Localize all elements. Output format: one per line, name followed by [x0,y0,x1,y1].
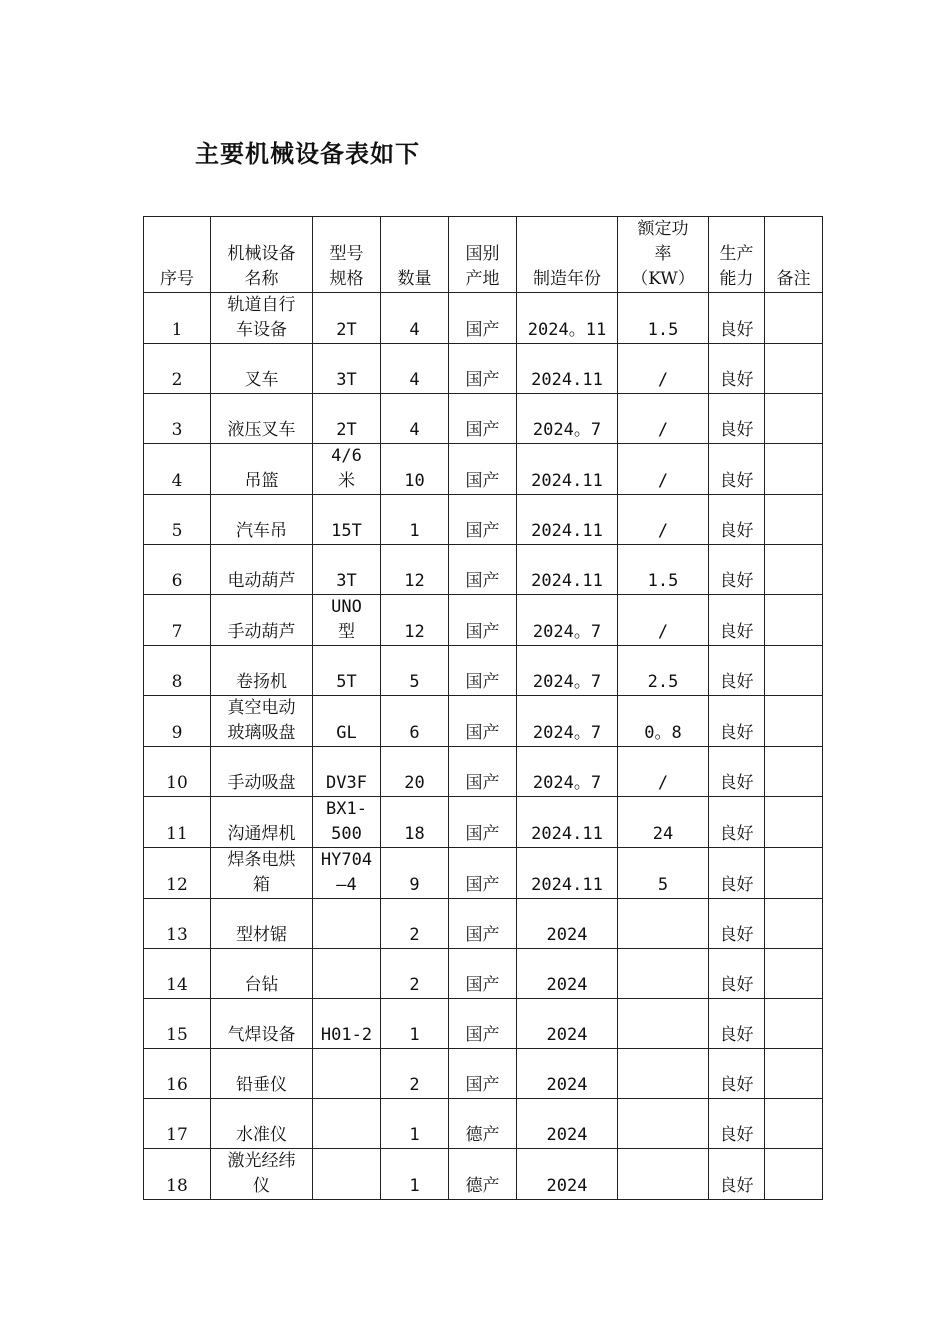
cell-year: 2024 [517,1049,618,1099]
cell-remark [765,949,823,999]
cell-remark [765,1099,823,1149]
cell-remark [765,848,823,899]
cell-power: 1.5 [618,545,709,595]
cell-name: 手动葫芦 [211,595,313,646]
cell-remark [765,696,823,747]
table-row [144,595,823,646]
cell-name: 台钻 [211,949,313,999]
table-header-row [144,217,823,293]
cell-model: HY704 —4 [313,848,381,899]
cell-remark [765,999,823,1049]
cell-capacity: 良好 [709,899,765,949]
cell-remark [765,545,823,595]
cell-remark [765,293,823,344]
cell-year: 2024.11 [517,848,618,899]
cell-qty: 10 [381,444,449,495]
cell-year: 2024。7 [517,646,618,696]
cell-model: 5T [313,646,381,696]
equipment-table [143,216,823,1200]
cell-power: / [618,344,709,394]
cell-name: 吊篮 [211,444,313,495]
header-origin: 国别 产地 [449,217,517,293]
cell-power [618,899,709,949]
cell-model: 3T [313,344,381,394]
cell-year: 2024.11 [517,495,618,545]
cell-name: 轨道自行 车设备 [211,293,313,344]
cell-model: H01-2 [313,999,381,1049]
cell-year: 2024 [517,1149,618,1200]
cell-qty: 4 [381,344,449,394]
cell-qty: 9 [381,848,449,899]
cell-origin: 国产 [449,747,517,797]
cell-year: 2024.11 [517,344,618,394]
page-title: 主要机械设备表如下 [195,140,420,168]
cell-capacity: 良好 [709,495,765,545]
cell-qty: 12 [381,545,449,595]
cell-origin: 国产 [449,394,517,444]
cell-origin: 国产 [449,293,517,344]
cell-origin: 国产 [449,595,517,646]
cell-power: 5 [618,848,709,899]
cell-year: 2024。7 [517,595,618,646]
cell-power: / [618,495,709,545]
cell-power [618,1149,709,1200]
table-row [144,1099,823,1149]
cell-power [618,949,709,999]
cell-power: / [618,394,709,444]
cell-no: 16 [144,1049,211,1099]
cell-no: 2 [144,344,211,394]
cell-no: 14 [144,949,211,999]
cell-qty: 1 [381,1149,449,1200]
cell-name: 沟通焊机 [211,797,313,848]
cell-model [313,949,381,999]
table-row [144,646,823,696]
cell-name: 型材锯 [211,899,313,949]
cell-power: 0。8 [618,696,709,747]
cell-remark [765,1049,823,1099]
cell-origin: 国产 [449,344,517,394]
cell-remark [765,394,823,444]
cell-origin: 国产 [449,495,517,545]
cell-model: 15T [313,495,381,545]
header-no: 序号 [144,217,211,293]
cell-capacity: 良好 [709,1149,765,1200]
cell-qty: 1 [381,1099,449,1149]
cell-qty: 6 [381,696,449,747]
cell-no: 11 [144,797,211,848]
table-row [144,293,823,344]
cell-year: 2024 [517,1099,618,1149]
cell-qty: 1 [381,999,449,1049]
cell-capacity: 良好 [709,444,765,495]
table-row [144,949,823,999]
cell-name: 汽车吊 [211,495,313,545]
cell-remark [765,747,823,797]
cell-remark [765,344,823,394]
cell-name: 液压叉车 [211,394,313,444]
cell-capacity: 良好 [709,696,765,747]
cell-model: 4/6 米 [313,444,381,495]
table-row [144,444,823,495]
cell-no: 17 [144,1099,211,1149]
cell-capacity: 良好 [709,949,765,999]
cell-name: 气焊设备 [211,999,313,1049]
cell-name: 铅垂仪 [211,1049,313,1099]
cell-qty: 4 [381,293,449,344]
table-row [144,545,823,595]
cell-power: 24 [618,797,709,848]
cell-year: 2024 [517,999,618,1049]
cell-remark [765,595,823,646]
cell-qty: 4 [381,394,449,444]
cell-year: 2024。11 [517,293,618,344]
cell-year: 2024。7 [517,696,618,747]
cell-origin: 国产 [449,545,517,595]
cell-origin: 国产 [449,1049,517,1099]
cell-model: 3T [313,545,381,595]
cell-name: 叉车 [211,344,313,394]
header-name: 机械设备 名称 [211,217,313,293]
cell-model: DV3F [313,747,381,797]
cell-capacity: 良好 [709,545,765,595]
cell-power: / [618,595,709,646]
cell-model [313,1099,381,1149]
cell-qty: 18 [381,797,449,848]
cell-origin: 国产 [449,696,517,747]
cell-name: 电动葫芦 [211,545,313,595]
cell-capacity: 良好 [709,848,765,899]
cell-remark [765,646,823,696]
cell-origin: 国产 [449,444,517,495]
cell-qty: 2 [381,1049,449,1099]
cell-capacity: 良好 [709,293,765,344]
cell-name: 激光经纬 仪 [211,1149,313,1200]
cell-no: 3 [144,394,211,444]
cell-model: GL [313,696,381,747]
cell-capacity: 良好 [709,999,765,1049]
table-row [144,696,823,747]
cell-year: 2024。7 [517,394,618,444]
cell-year: 2024 [517,899,618,949]
cell-no: 9 [144,696,211,747]
cell-power: 2.5 [618,646,709,696]
cell-model: 2T [313,293,381,344]
cell-year: 2024.11 [517,444,618,495]
header-qty: 数量 [381,217,449,293]
cell-no: 7 [144,595,211,646]
cell-qty: 2 [381,949,449,999]
table-body [144,293,823,1200]
cell-year: 2024。7 [517,747,618,797]
cell-origin: 国产 [449,646,517,696]
table-row [144,1149,823,1200]
cell-capacity: 良好 [709,1099,765,1149]
cell-qty: 1 [381,495,449,545]
cell-year: 2024 [517,949,618,999]
header-model: 型号 规格 [313,217,381,293]
table-row [144,747,823,797]
cell-qty: 20 [381,747,449,797]
cell-no: 12 [144,848,211,899]
cell-power [618,1099,709,1149]
cell-model [313,899,381,949]
cell-name: 真空电动 玻璃吸盘 [211,696,313,747]
cell-capacity: 良好 [709,797,765,848]
cell-no: 4 [144,444,211,495]
cell-no: 18 [144,1149,211,1200]
header-power: 额定功 率 （KW） [618,217,709,293]
header-capacity: 生产 能力 [709,217,765,293]
header-year: 制造年份 [517,217,618,293]
cell-capacity: 良好 [709,747,765,797]
cell-capacity: 良好 [709,595,765,646]
cell-name: 焊条电烘 箱 [211,848,313,899]
cell-power [618,999,709,1049]
cell-power: / [618,747,709,797]
cell-year: 2024.11 [517,545,618,595]
table-row [144,1049,823,1099]
cell-remark [765,444,823,495]
cell-power: 1.5 [618,293,709,344]
cell-qty: 12 [381,595,449,646]
cell-year: 2024.11 [517,797,618,848]
table-row [144,848,823,899]
table-row [144,899,823,949]
table-row [144,394,823,444]
cell-model: 2T [313,394,381,444]
cell-power [618,1049,709,1099]
table-row [144,999,823,1049]
cell-qty: 5 [381,646,449,696]
table-row [144,797,823,848]
cell-model: BX1- 500 [313,797,381,848]
cell-no: 13 [144,899,211,949]
table-row [144,495,823,545]
cell-remark [765,1149,823,1200]
cell-model [313,1149,381,1200]
cell-origin: 国产 [449,999,517,1049]
cell-model: UNO 型 [313,595,381,646]
cell-capacity: 良好 [709,646,765,696]
cell-capacity: 良好 [709,1049,765,1099]
cell-remark [765,797,823,848]
header-remark: 备注 [765,217,823,293]
table-row [144,344,823,394]
cell-origin: 国产 [449,949,517,999]
cell-model [313,1049,381,1099]
cell-name: 水准仪 [211,1099,313,1149]
cell-no: 8 [144,646,211,696]
cell-name: 手动吸盘 [211,747,313,797]
cell-capacity: 良好 [709,344,765,394]
cell-remark [765,495,823,545]
cell-no: 5 [144,495,211,545]
cell-origin: 国产 [449,899,517,949]
cell-origin: 德产 [449,1149,517,1200]
cell-name: 卷扬机 [211,646,313,696]
cell-origin: 德产 [449,1099,517,1149]
cell-origin: 国产 [449,848,517,899]
cell-origin: 国产 [449,797,517,848]
cell-no: 1 [144,293,211,344]
cell-qty: 2 [381,899,449,949]
cell-power: / [618,444,709,495]
cell-no: 15 [144,999,211,1049]
cell-no: 10 [144,747,211,797]
cell-remark [765,899,823,949]
cell-no: 6 [144,545,211,595]
cell-capacity: 良好 [709,394,765,444]
